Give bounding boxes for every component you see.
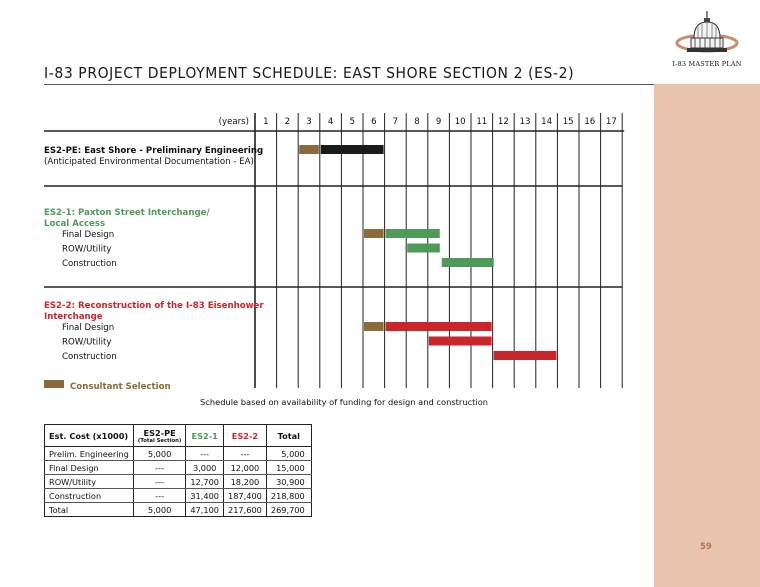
- bar-pe-0-0: [299, 145, 319, 154]
- bar-pe-0-1: [321, 145, 384, 154]
- task-label-es22-0: Final Design: [62, 323, 115, 333]
- bar-es21-2-0: [442, 258, 494, 267]
- year-label-12: 12: [497, 117, 509, 127]
- cost-header-4: Total: [266, 425, 311, 447]
- year-label-17: 17: [605, 117, 617, 127]
- cost-row: [45, 461, 312, 475]
- section-subtitle-pe: (Anticipated Environmental Documentation - EA): [44, 157, 254, 167]
- cost-cell: 217,600: [224, 503, 267, 517]
- years-label: (years): [218, 117, 249, 127]
- page-number: 59: [700, 542, 712, 552]
- cost-row: [45, 475, 312, 489]
- bar-es21-0-1: [386, 229, 440, 238]
- task-label-es22-1: ROW/Utility: [62, 337, 112, 348]
- logo-drum: [691, 38, 723, 48]
- logo-base: [687, 48, 727, 52]
- cost-cell: Prelim. Engineering: [45, 447, 134, 461]
- bar-es21-0-0: [364, 229, 384, 238]
- cost-cell: 47,100: [186, 503, 224, 517]
- cost-cell: ROW/Utility: [45, 475, 134, 489]
- cost-table: [44, 424, 312, 517]
- year-label-9: 9: [435, 117, 442, 127]
- year-label-5: 5: [349, 117, 355, 127]
- bar-es22-0-1: [386, 322, 492, 331]
- year-label-15: 15: [562, 117, 574, 127]
- year-label-3: 3: [306, 117, 312, 127]
- year-label-6: 6: [371, 117, 377, 127]
- task-label-es21-2: Construction: [62, 259, 117, 269]
- year-label-11: 11: [476, 117, 488, 127]
- cost-cell: 15,000: [266, 461, 311, 475]
- section-title-es22-0: ES2-2: Reconstruction of the I-83 Eisenhower: [44, 301, 264, 311]
- page-title: I-83 PROJECT DEPLOYMENT SCHEDULE: EAST SHORE SECTION 2 (ES-2): [44, 64, 575, 82]
- bar-es22-0-0: [364, 322, 384, 331]
- section-title-es21-0: ES2-1: Paxton Street Interchange/: [44, 208, 210, 218]
- cost-cell: ---: [186, 447, 224, 461]
- cost-row: [45, 503, 312, 517]
- cost-cell: 12,700: [186, 475, 224, 489]
- cost-row: [45, 447, 312, 461]
- year-label-1: 1: [263, 117, 269, 127]
- section-title-es21-1: Local Access: [44, 219, 106, 229]
- year-label-7: 7: [392, 117, 399, 127]
- year-label-13: 13: [519, 117, 531, 127]
- cost-header-3: ES2-2: [224, 425, 267, 447]
- cost-cell: ---: [224, 447, 267, 461]
- side-band: [654, 84, 760, 587]
- cost-cell: 187,400: [224, 489, 267, 503]
- cost-cell: Construction: [45, 489, 134, 503]
- cost-cell: Total: [45, 503, 134, 517]
- cost-cell: 5,000: [266, 447, 311, 461]
- year-label-4: 4: [327, 117, 334, 127]
- year-label-16: 16: [584, 117, 596, 127]
- cost-cell: ---: [133, 475, 185, 489]
- legend-label: Consultant Selection: [70, 382, 171, 392]
- section-title-es22-1: Interchange: [44, 312, 103, 322]
- bar-es22-1-0: [429, 337, 492, 346]
- cost-header-0: Est. Cost (x1000): [45, 425, 134, 447]
- year-label-10: 10: [454, 117, 466, 127]
- cost-cell: 5,000: [133, 503, 185, 517]
- cost-header-1: ES2-PE (Total Section): [133, 425, 185, 447]
- cost-cell: 31,400: [186, 489, 224, 503]
- task-label-es22-2: Construction: [62, 352, 117, 362]
- bar-es21-1-0: [407, 244, 440, 253]
- cost-row: [45, 489, 312, 503]
- task-label-es21-0: Final Design: [62, 230, 115, 240]
- cost-cell: 5,000: [133, 447, 185, 461]
- cost-cell: Final Design: [45, 461, 134, 475]
- year-label-14: 14: [541, 117, 553, 127]
- cost-cell: 218,800: [266, 489, 311, 503]
- cost-cell: 269,700: [266, 503, 311, 517]
- cost-cell: ---: [133, 489, 185, 503]
- bar-es22-2-0: [494, 351, 557, 360]
- logo-text: I-83 MASTER PLAN: [672, 60, 742, 68]
- cost-cell: ---: [133, 461, 185, 475]
- cost-cell: 30,900: [266, 475, 311, 489]
- year-label-2: 2: [284, 117, 291, 127]
- task-label-es21-1: ROW/Utility: [62, 244, 112, 255]
- section-title-pe-0: ES2-PE: East Shore - Preliminary Engineering: [44, 146, 264, 156]
- cost-table-header: [45, 425, 312, 447]
- cost-header-2: ES2-1: [186, 425, 224, 447]
- cost-cell: 18,200: [224, 475, 267, 489]
- schedule-note: Schedule based on availability of funding for design and construction: [200, 397, 489, 407]
- capitol-dome-icon: [672, 8, 742, 64]
- legend-swatch: [44, 380, 64, 388]
- year-label-8: 8: [414, 117, 420, 127]
- cost-cell: 12,000: [224, 461, 267, 475]
- cost-cell: 3,000: [186, 461, 224, 475]
